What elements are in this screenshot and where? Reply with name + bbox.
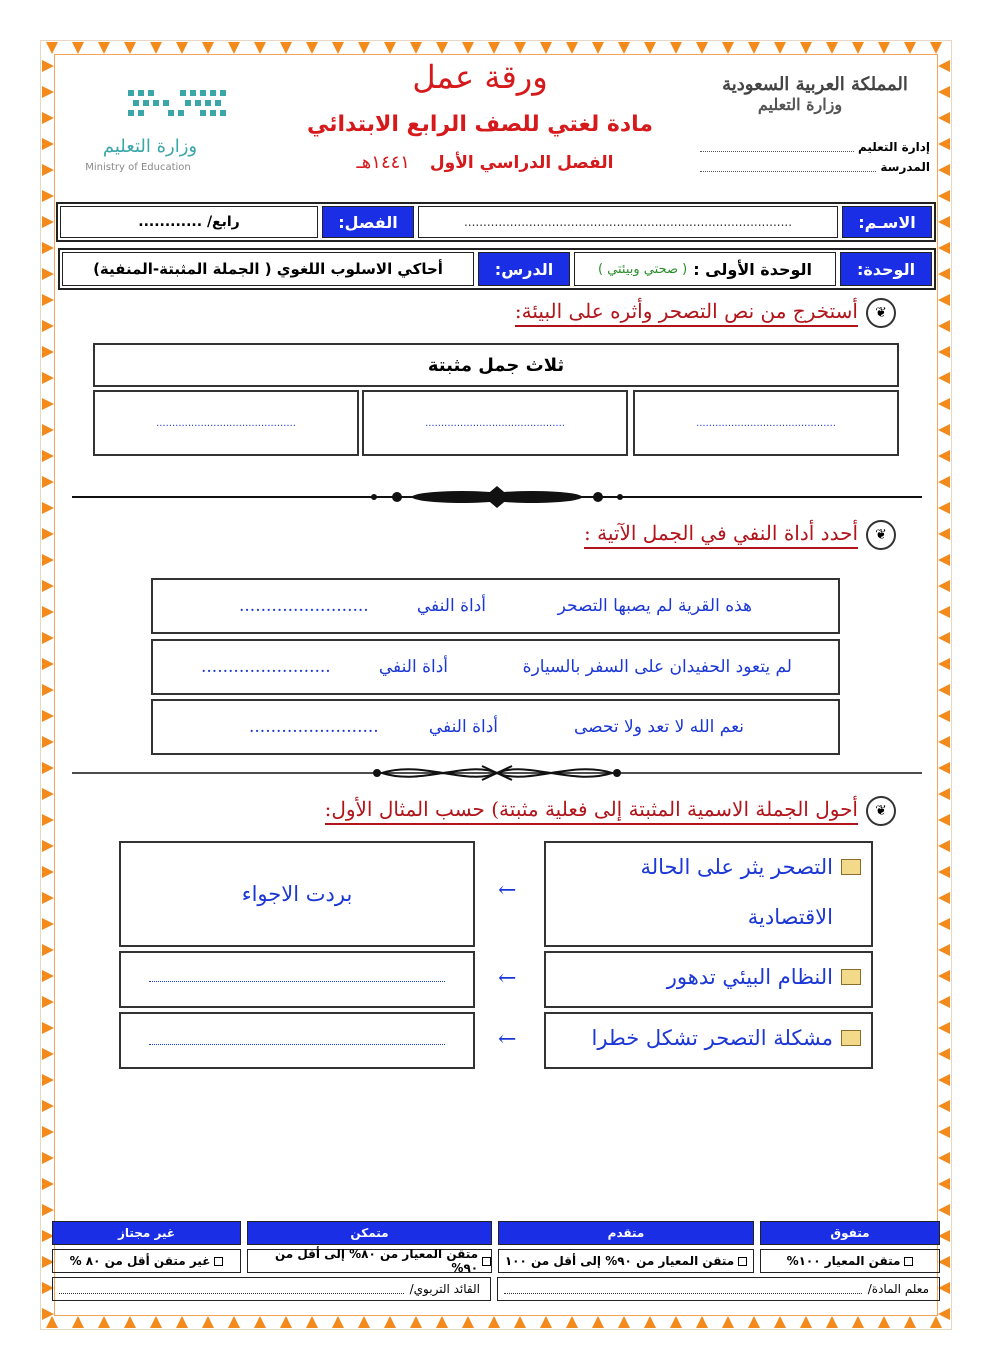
kingdom-emblem-text — [700, 74, 940, 144]
school-label: المدرسة — [880, 160, 930, 174]
q2-sentence-1: هذه القرية لم يصبها التصحر — [557, 596, 752, 616]
q2-sentence-2: لم يتعود الحفيدان على السفر بالسيارة — [522, 657, 792, 677]
unit-label: الوحدة: — [840, 252, 932, 286]
criterion-excellent-text: متقن المعيار ١٠٠% — [786, 1254, 901, 1268]
svg-text:Ministry of Education: Ministry of Education — [85, 162, 191, 173]
criterion-proficient[interactable] — [247, 1249, 492, 1273]
q3-source-2 — [544, 951, 873, 1008]
class-label: الفصل: — [322, 206, 414, 238]
notepad-icon — [841, 1030, 861, 1046]
teacher-signature[interactable] — [497, 1277, 940, 1301]
q2-row-1 — [151, 578, 840, 634]
evaluation-signature-row — [52, 1277, 940, 1301]
svg-text:وزارة التعليم: وزارة التعليم — [102, 136, 198, 157]
arrow-left-icon: ← — [498, 966, 517, 991]
year-label: ١٤٤١هـ — [356, 152, 410, 173]
lesson-field: أحاكي الاسلوب اللغوي ( الجملة المثبتة-المنفية) — [62, 252, 474, 286]
q2-sentence-3: نعم الله لا تعد ولا تحصى — [574, 717, 744, 737]
evaluation-table — [52, 1221, 940, 1305]
level-failed: غير مجتاز — [52, 1221, 241, 1245]
level-proficient: متمكن — [247, 1221, 492, 1245]
name-class-bar — [56, 202, 936, 242]
question-2-heading — [584, 520, 896, 550]
q3-source-1-line2: الاقتصادية — [747, 905, 833, 929]
unit-field — [574, 252, 836, 286]
leader-blank — [59, 1284, 404, 1294]
criterion-failed-text: غير متقن أقل من ٨٠ % — [69, 1254, 211, 1268]
notepad-icon — [841, 859, 861, 875]
leader-signature[interactable] — [52, 1277, 491, 1301]
ministry-logo-icon — [70, 78, 240, 178]
evaluation-levels-row — [52, 1221, 940, 1245]
q2-row-3 — [151, 699, 840, 755]
unit-value: الوحدة الأولى : — [693, 259, 813, 279]
evaluation-criteria-row — [52, 1249, 940, 1273]
question-ornament-icon: ❦ — [866, 520, 896, 550]
q3-source-3 — [544, 1012, 873, 1069]
kingdom-line1: المملكة العربية السعودية — [722, 74, 908, 95]
question-1-text: أستخرج من نص التصحر وأثره على البيئة: — [515, 299, 858, 327]
q1-answer-2[interactable]: ............................................ — [362, 390, 628, 456]
ministry-logo — [70, 78, 240, 178]
criterion-proficient-text: متقن المعيار من ٨٠% إلى أقل من ٩٠% — [274, 1247, 479, 1275]
question-1-heading — [515, 298, 896, 328]
q3-source-1 — [544, 841, 873, 947]
q2-blank-2[interactable]: ........................ — [201, 657, 331, 677]
q3-answer-1[interactable] — [119, 841, 475, 947]
admin-label: إدارة التعليم — [857, 140, 930, 154]
level-excellent: متفوق — [760, 1221, 940, 1245]
q3-answer-3[interactable] — [119, 1012, 475, 1069]
ornamental-divider-1 — [72, 484, 922, 510]
level-advanced: متقدم — [498, 1221, 754, 1245]
class-field[interactable]: رابع/ ............ — [60, 206, 318, 238]
criterion-advanced[interactable] — [498, 1249, 754, 1273]
q2-label-2: أداة النفي — [378, 657, 448, 677]
school-line — [700, 160, 930, 174]
q3-source-1-line1: التصحر يثر على الحالة — [640, 855, 833, 879]
q2-blank-3[interactable]: ........................ — [249, 717, 379, 737]
q1-table-header: ثلاث جمل مثبتة — [93, 343, 899, 387]
q1-answer-1[interactable]: ............................................ — [633, 390, 899, 456]
question-2-text: أحدد أداة النفي في الجمل الآتية : — [584, 521, 858, 549]
q3-answer-3-dots — [149, 1044, 445, 1045]
teacher-label: معلم المادة/ — [867, 1282, 929, 1296]
school-blank[interactable] — [700, 160, 876, 172]
q3-source-2-line1: النظام البيئي تدهور — [666, 965, 833, 989]
q3-answer-2[interactable] — [119, 951, 475, 1008]
worksheet-title: ورقة عمل — [412, 58, 548, 96]
question-ornament-icon: ❦ — [866, 298, 896, 328]
criterion-failed[interactable] — [52, 1249, 241, 1273]
arrow-left-icon: ← — [498, 878, 517, 903]
unit-lesson-bar — [58, 248, 936, 290]
admin-line — [700, 140, 930, 154]
question-3-text: أحول الجملة الاسمية المثبتة إلى فعلية مثبتة) حسب المثال الأول: — [325, 797, 858, 825]
q2-label-3: أداة النفي — [428, 717, 498, 737]
checkbox-icon[interactable] — [214, 1257, 223, 1266]
checkbox-icon[interactable] — [738, 1257, 747, 1266]
checkbox-icon[interactable] — [904, 1257, 913, 1266]
term-label: الفصل الدراسي الأول — [429, 153, 614, 173]
q3-source-3-line1: مشكلة التصحر تشكل خطرا — [591, 1026, 833, 1050]
q2-blank-1[interactable]: ........................ — [239, 596, 369, 616]
leader-label: القائد التربوي/ — [409, 1282, 480, 1296]
q2-row-2 — [151, 639, 840, 695]
q3-answer-2-dots — [149, 981, 445, 982]
term-line — [320, 152, 650, 173]
subject-title: مادة لغتي للصف الرابع الابتدائي — [306, 112, 654, 137]
ornamental-divider-2 — [72, 758, 922, 788]
q1-answer-3[interactable]: ............................................ — [93, 390, 359, 456]
lesson-label: الدرس: — [478, 252, 570, 286]
question-3-heading — [325, 796, 896, 826]
teacher-blank — [504, 1284, 862, 1294]
unit-theme: ( صحتي وبيئتي ) — [597, 261, 688, 277]
name-field[interactable]: ...................................................................................... — [418, 206, 838, 238]
question-ornament-icon: ❦ — [866, 796, 896, 826]
notepad-icon — [841, 969, 861, 985]
arrow-left-icon: ← — [498, 1027, 517, 1052]
q3-answer-1-text: بردت الاجواء — [241, 882, 353, 906]
admin-blank[interactable] — [700, 140, 854, 152]
criterion-advanced-text: متقن المعيار من ٩٠% إلى أقل من ١٠٠ — [504, 1254, 735, 1268]
q2-label-1: أداة النفي — [416, 596, 486, 616]
checkbox-icon[interactable] — [482, 1257, 491, 1266]
name-label: الاسـم: — [842, 206, 932, 238]
criterion-excellent[interactable] — [760, 1249, 940, 1273]
kingdom-line2: وزارة التعليم — [757, 95, 843, 114]
